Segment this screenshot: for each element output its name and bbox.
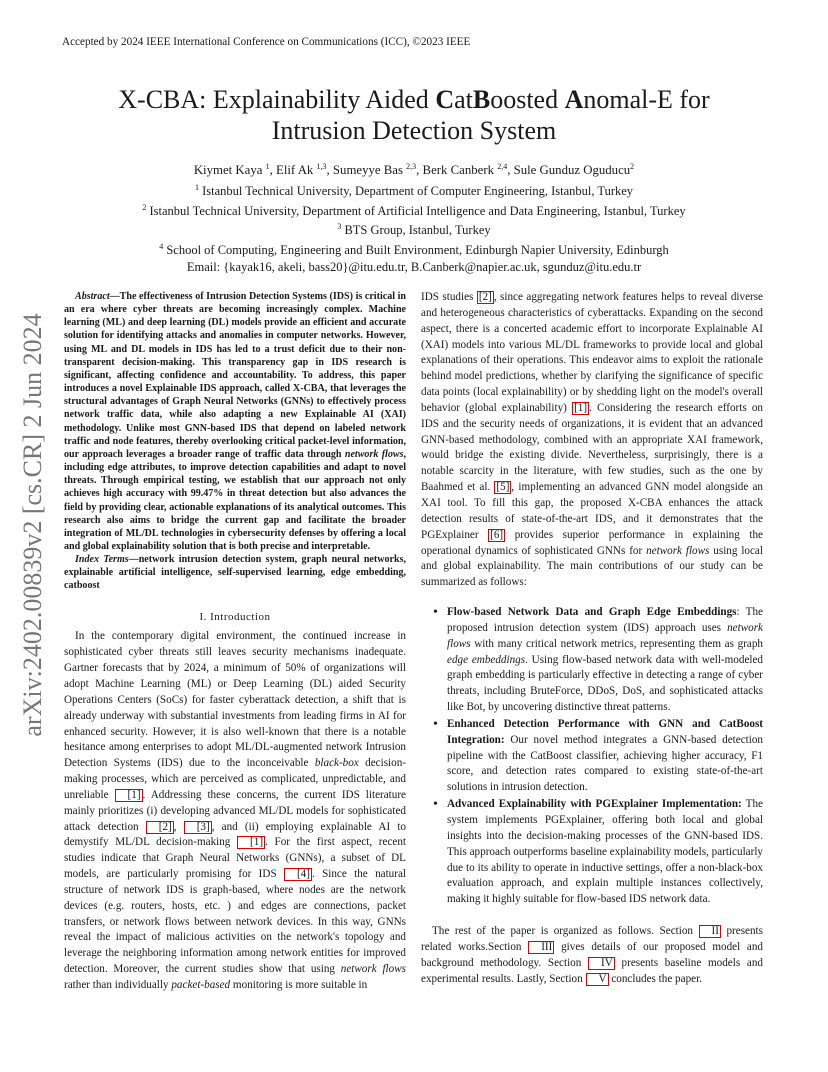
- author-block: [64, 159, 764, 276]
- citation-link[interactable]: [2]: [478, 291, 492, 303]
- author-name: , Sumeyye Bas: [326, 163, 407, 177]
- arxiv-sidebar: [18, 300, 48, 750]
- index-terms: [64, 553, 406, 592]
- author-name: , Sule Gunduz Oguducu: [507, 163, 631, 177]
- contribution-heading: Advanced Explainability with PGExplainer Implementation:: [447, 798, 742, 811]
- affiliation-sup: 2: [142, 202, 147, 212]
- title-part: A: [564, 85, 584, 114]
- affiliation: [64, 180, 764, 200]
- text-run: . Since the natural structure of network IDS is graph-based, where nodes are the network devices (e.g. routers, hosts, etc. ) and edges are connections, packet transfers, or network flows between network devices. In this way, GNNs reveal the impact of malicious activities on the network's topology and leverage the neighboring information among network entities for improved detection. Moreover, the current studies show that using: [64, 868, 407, 976]
- affiliation-text: Istanbul Technical University, Department of Computer Engineering, Istanbul, Turkey: [198, 183, 634, 198]
- author-name: , Elif Ak: [269, 163, 317, 177]
- title-part: B: [472, 85, 491, 114]
- italic-term: network flows: [646, 544, 710, 557]
- text-run: using local and global explainability. The main contributions of our study can be summarized as follows:: [421, 544, 763, 589]
- contribution-list: [421, 605, 763, 908]
- abstract-label: Abstract: [75, 291, 110, 302]
- citation-link[interactable]: V: [586, 973, 609, 986]
- text-run: The rest of the paper is organized as follows. Section: [432, 925, 699, 938]
- citation-link[interactable]: [4]: [284, 868, 312, 881]
- arxiv-id: arXiv:2402.00839v2 [cs.CR] 2 Jun 2024: [18, 313, 47, 737]
- affiliation-text: BTS Group, Istanbul, Turkey: [341, 223, 491, 238]
- acceptance-note: Accepted by 2024 IEEE International Conference on Communications (ICC), ©2023 IEEE: [62, 36, 471, 48]
- citation-link[interactable]: [6]: [490, 528, 504, 541]
- text-run: . Addressing these concerns, the current IDS literature mainly prioritizes (i) developing advanced ML/DL models for sophisticated attack detection: [64, 788, 407, 833]
- title-line-2: Intrusion Detection System: [271, 116, 557, 145]
- citation-link[interactable]: [1]: [115, 789, 143, 802]
- text-run: IDS studies: [421, 291, 477, 303]
- email-line: Email: {kayak16, akeli, bass20}@itu.edu.tr, B.Canberk@napier.ac.uk, sgunduz@itu.edu.tr: [186, 259, 642, 274]
- text-run: , implementing an advanced GNN model alongside an XAI tool. To fill this gap, the proposed X-CBA enhances the attack detection results of state-of-the-art IDS, and it demonstrates that the PGExplainer: [421, 481, 763, 541]
- index-terms-text: —network intrusion detection system, graph neural networks, explainable artificial intelligence, self-supervised learning, edge embedding, catboost: [64, 554, 406, 592]
- citation-link[interactable]: [3]: [184, 821, 212, 834]
- affiliation-text: Istanbul Technical University, Department of Artificial Intelligence and Data Engineering, Istanbul, Turkey: [146, 203, 686, 218]
- citation-link[interactable]: [1]: [237, 836, 265, 849]
- author-sup: 2: [630, 162, 635, 171]
- affiliation-sup: 4: [159, 242, 164, 252]
- author-sup: 2,3: [406, 162, 417, 171]
- index-terms-label: Index Terms: [75, 554, 129, 566]
- contribution-heading: Enhanced Detection Performance with GNN and CatBoost Integration:: [447, 717, 763, 746]
- author-sup: 1,3: [316, 162, 327, 171]
- abstract-text: —The effectiveness of Intrusion Detection Systems (IDS) is critical in an era where cyber threats are becoming increasingly complex. Machine learning (ML) and deep learning (DL) models provide an efficient and accurate solution for identifying attacks and anomalies in computer networks. However, using ML and DL models in IDS has led to a trust deficit due to their non-transparent decision-making. This transparency gap in IDS research is significant, affecting confidence and accountability. To address, this paper introduces a novel Explainable IDS approach, called X-CBA, that leverages the structural advantages of Graph Neural Networks (GNNs) to effectively process network traffic data, while also adapting a new Explainable AI (XAI) methodology. Unlike most GNN-based IDS that depend on labeled network traffic and node features, thereby overlooking critical packet-level information, our approach leverages a broader range of traffic data through: [64, 291, 406, 460]
- author-name: , Berk Canberk: [416, 163, 498, 177]
- section-heading: I. Introduction: [199, 610, 271, 623]
- italic-term: network flows: [340, 963, 406, 976]
- author-sup: 1: [265, 162, 270, 171]
- text-run: with many critical network metrics, representing them as graph: [470, 637, 763, 650]
- text-run: Our novel method integrates a GNN-based detection pipeline with the CatBoost classifier, achieving higher accuracy, F1 score, and detection rates compared to existing state-of-the-art solutions in intrusion detection.: [447, 733, 763, 794]
- author-sup: 2,4: [497, 162, 508, 171]
- text-run: . Considering the research efforts on IDS and the security needs of organizations, it is evident that an advanced GNN-based methodology, combined with an appropriate XAI framework, would bridge the existing divide. Nevertheless, surprisingly, there is a notable scarcity in the literature, with few studies, such as the one by Baahmed et al.: [421, 401, 764, 494]
- title-part: X-CBA: Explainability Aided: [118, 85, 436, 114]
- contribution-heading: Flow-based Network Data and Graph Edge Embeddings: [447, 606, 737, 619]
- text-run: : The proposed intrusion detection system (IDS) approach uses: [447, 606, 763, 634]
- italic-term: packet-based: [171, 979, 231, 991]
- text-run: , since aggregating network features helps to reveal diverse and heterogeneous characteristics of cyberattacks. Expanding on the second aspect, there is a concerted academic effort to incorporate Explainable AI (XAI) models into various ML/DL frameworks to provide local and global explanations of their operations. This endeavor aims to exploit the rationale behind model predictions, whether by clarifying the significance of specific data points (local explainability) or by shedding light on the model's overall behavior (global explainability): [421, 291, 764, 414]
- text-run: monitoring is more suitable in: [230, 979, 368, 991]
- text-run: rather than individually: [64, 979, 172, 991]
- title-part: nomal-E for: [583, 85, 710, 114]
- citation-link[interactable]: [2]: [146, 821, 174, 834]
- title-part: C: [435, 85, 455, 114]
- italic-term: network flows: [447, 621, 763, 650]
- author-name: Kiymet Kaya: [193, 163, 266, 177]
- abstract: [64, 290, 406, 553]
- contribution-item: [447, 605, 763, 716]
- text-run: presents related works.Section: [421, 925, 763, 953]
- affiliation-sup: 3: [337, 222, 342, 232]
- affiliation: [64, 239, 764, 259]
- citation-link[interactable]: [1]: [574, 401, 588, 414]
- italic-term: edge embeddings: [447, 653, 526, 666]
- citation-link[interactable]: IV: [588, 957, 615, 970]
- text-run: gives details of our proposed model and background methodology. Section: [421, 940, 764, 969]
- text-run: decision-making processes, which are perceived as complicated, unpredictable, and unreliable: [64, 757, 407, 801]
- text-run: concludes the paper.: [608, 972, 702, 985]
- citation-link[interactable]: [5]: [496, 481, 510, 494]
- abstract-text: , including edge attributes, to improve detection capabilities and adapt to novel threats. Through empirical testing, we establish that our approach not only achieves high accuracy with 99.47% in threat detection but also advances the field by providing clear, actionable explanations of its analytical outcomes. This research also aims to bridge the current gap and facilitate the broader integration of ML/DL technologies in cybersecurity defenses by offering a local and global explainability solution that is both precise and interpretable.: [64, 448, 407, 552]
- text-run: . For the first aspect, recent studies indicate that Graph Neural Networks (GNNs), a subset of DL models, are particularly promising for IDS: [64, 836, 406, 881]
- text-run: . Using flow-based network data with well-modeled graph embedding is particularly effective in detecting a range of cyber threats, including BruteForce, DDoS, DoS, and sophisticated attacks like Bot, by uncovering distinctive threat patterns.: [447, 653, 763, 714]
- text-run: The system implements PGExplainer, offering both local and global insights into the decision-making processes of the GNN-based IDS. This approach outperforms baseline explainability models, particularly due to its ability to operate in inductive settings, offer a non-black-box evaluation approach, and explain multiple instances collectively, making it highly suitable for flow-based IDS network data.: [447, 798, 764, 906]
- affiliation-sup: 1: [194, 182, 199, 192]
- citation-link[interactable]: III: [528, 941, 554, 954]
- text-run: , and (ii) employing explainable AI to demystify ML/DL decision-making: [64, 820, 406, 849]
- right-column: [421, 290, 763, 987]
- left-column: [64, 290, 406, 994]
- text-run: provides superior performance in explaining the operational dynamics of sophisticated GNNs for: [421, 528, 763, 557]
- title-part: oosted: [490, 85, 565, 114]
- text-run: ,: [173, 820, 184, 833]
- italic-term: black-box: [314, 757, 359, 770]
- affiliation: [64, 200, 764, 220]
- closing-paragraph: [421, 924, 763, 987]
- contribution-item: [447, 797, 763, 908]
- intro-paragraph: [64, 629, 406, 993]
- title-part: at: [454, 85, 473, 114]
- author-names: [64, 159, 764, 179]
- citation-link[interactable]: II: [699, 925, 721, 938]
- contribution-item: [447, 717, 763, 796]
- abstract-italic: network flows: [344, 448, 404, 460]
- text-run: presents baseline models and experimental results. Lastly, Section: [421, 956, 763, 985]
- paper-title: [64, 84, 764, 146]
- affiliation-text: School of Computing, Engineering and Built Environment, Edinburgh Napier University, Edinburgh: [163, 243, 669, 258]
- text-run: In the contemporary digital environment, the continued increase in sophisticated cyber threats still leaves security mechanisms inadequate. Gartner forecasts that by 2024, a minimum of 50% of organizations will adopt Machine Learning (ML) or Deep Learning (DL) aided Security Operations Centers (SoCs) for faster cyberattack detection, a shift that is already underway with substantial investments from leading firms in AI for enhanced security. However, it is also well-known that there is a notable hesitance among enterprises to adopt ML/DL-augmented network Intrusion Detection Systems (IDS) due to the inconceivable: [64, 630, 406, 770]
- affiliation: [64, 219, 764, 239]
- intro-paragraph-continued: [421, 290, 763, 591]
